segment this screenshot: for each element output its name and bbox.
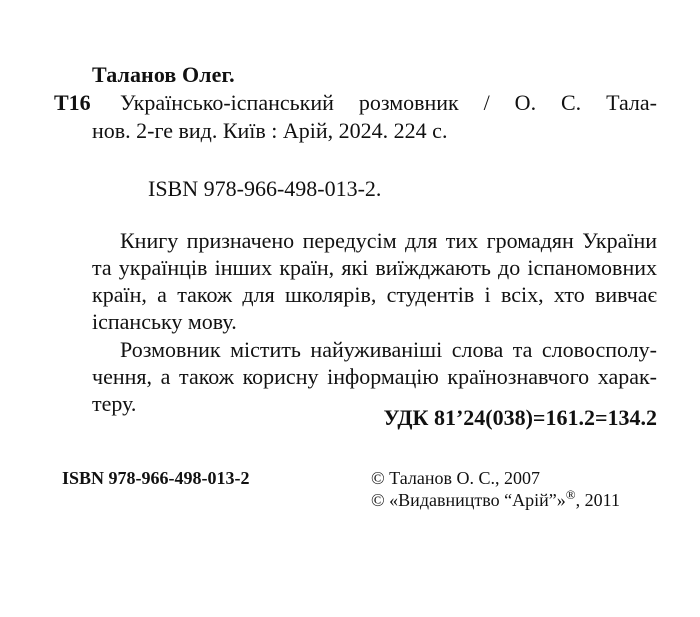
author-name: Таланов Олег. [92,62,235,87]
copyright-author: © Таланов О. С., 2007 [371,468,540,488]
catalog-code: Т16 [54,90,91,115]
copyright-publisher-main: © «Видавництво “Арій”» [371,490,566,510]
udc-code: УДК 81’24(038)=161.2=134.2 [383,405,657,430]
footer-isbn: ISBN 978-966-498-013-2 [62,468,250,488]
description-line-2: та українців інших країн, які виїжджають до іспаномовних [92,255,657,280]
description-line-1: Книгу призначено передусім для тих громадян України [120,228,657,253]
registered-mark: ® [565,487,576,502]
title-line-2: нов. 2-ге вид. Київ : Арій, 2024. 224 с. [92,118,448,143]
description-line-4: іспанську мову. [92,309,237,334]
isbn-main: ISBN 978-966-498-013-2. [148,176,382,201]
copyright-publisher [371,487,620,511]
description-line-6: чення, а також корисну інформацію країнознавчого харак- [92,364,657,389]
description-line-7: теру. [92,391,137,416]
title-line-1: Українсько-іспанський розмовник / О. С. Тала- [120,90,657,115]
copyright-publisher-year: , 2011 [575,490,620,510]
description-line-3: країн, а також для школярів, студентів і всіх, хто вивчає [92,282,657,307]
description-line-5: Розмовник містить найуживаніші слова та словосполу- [120,337,657,362]
